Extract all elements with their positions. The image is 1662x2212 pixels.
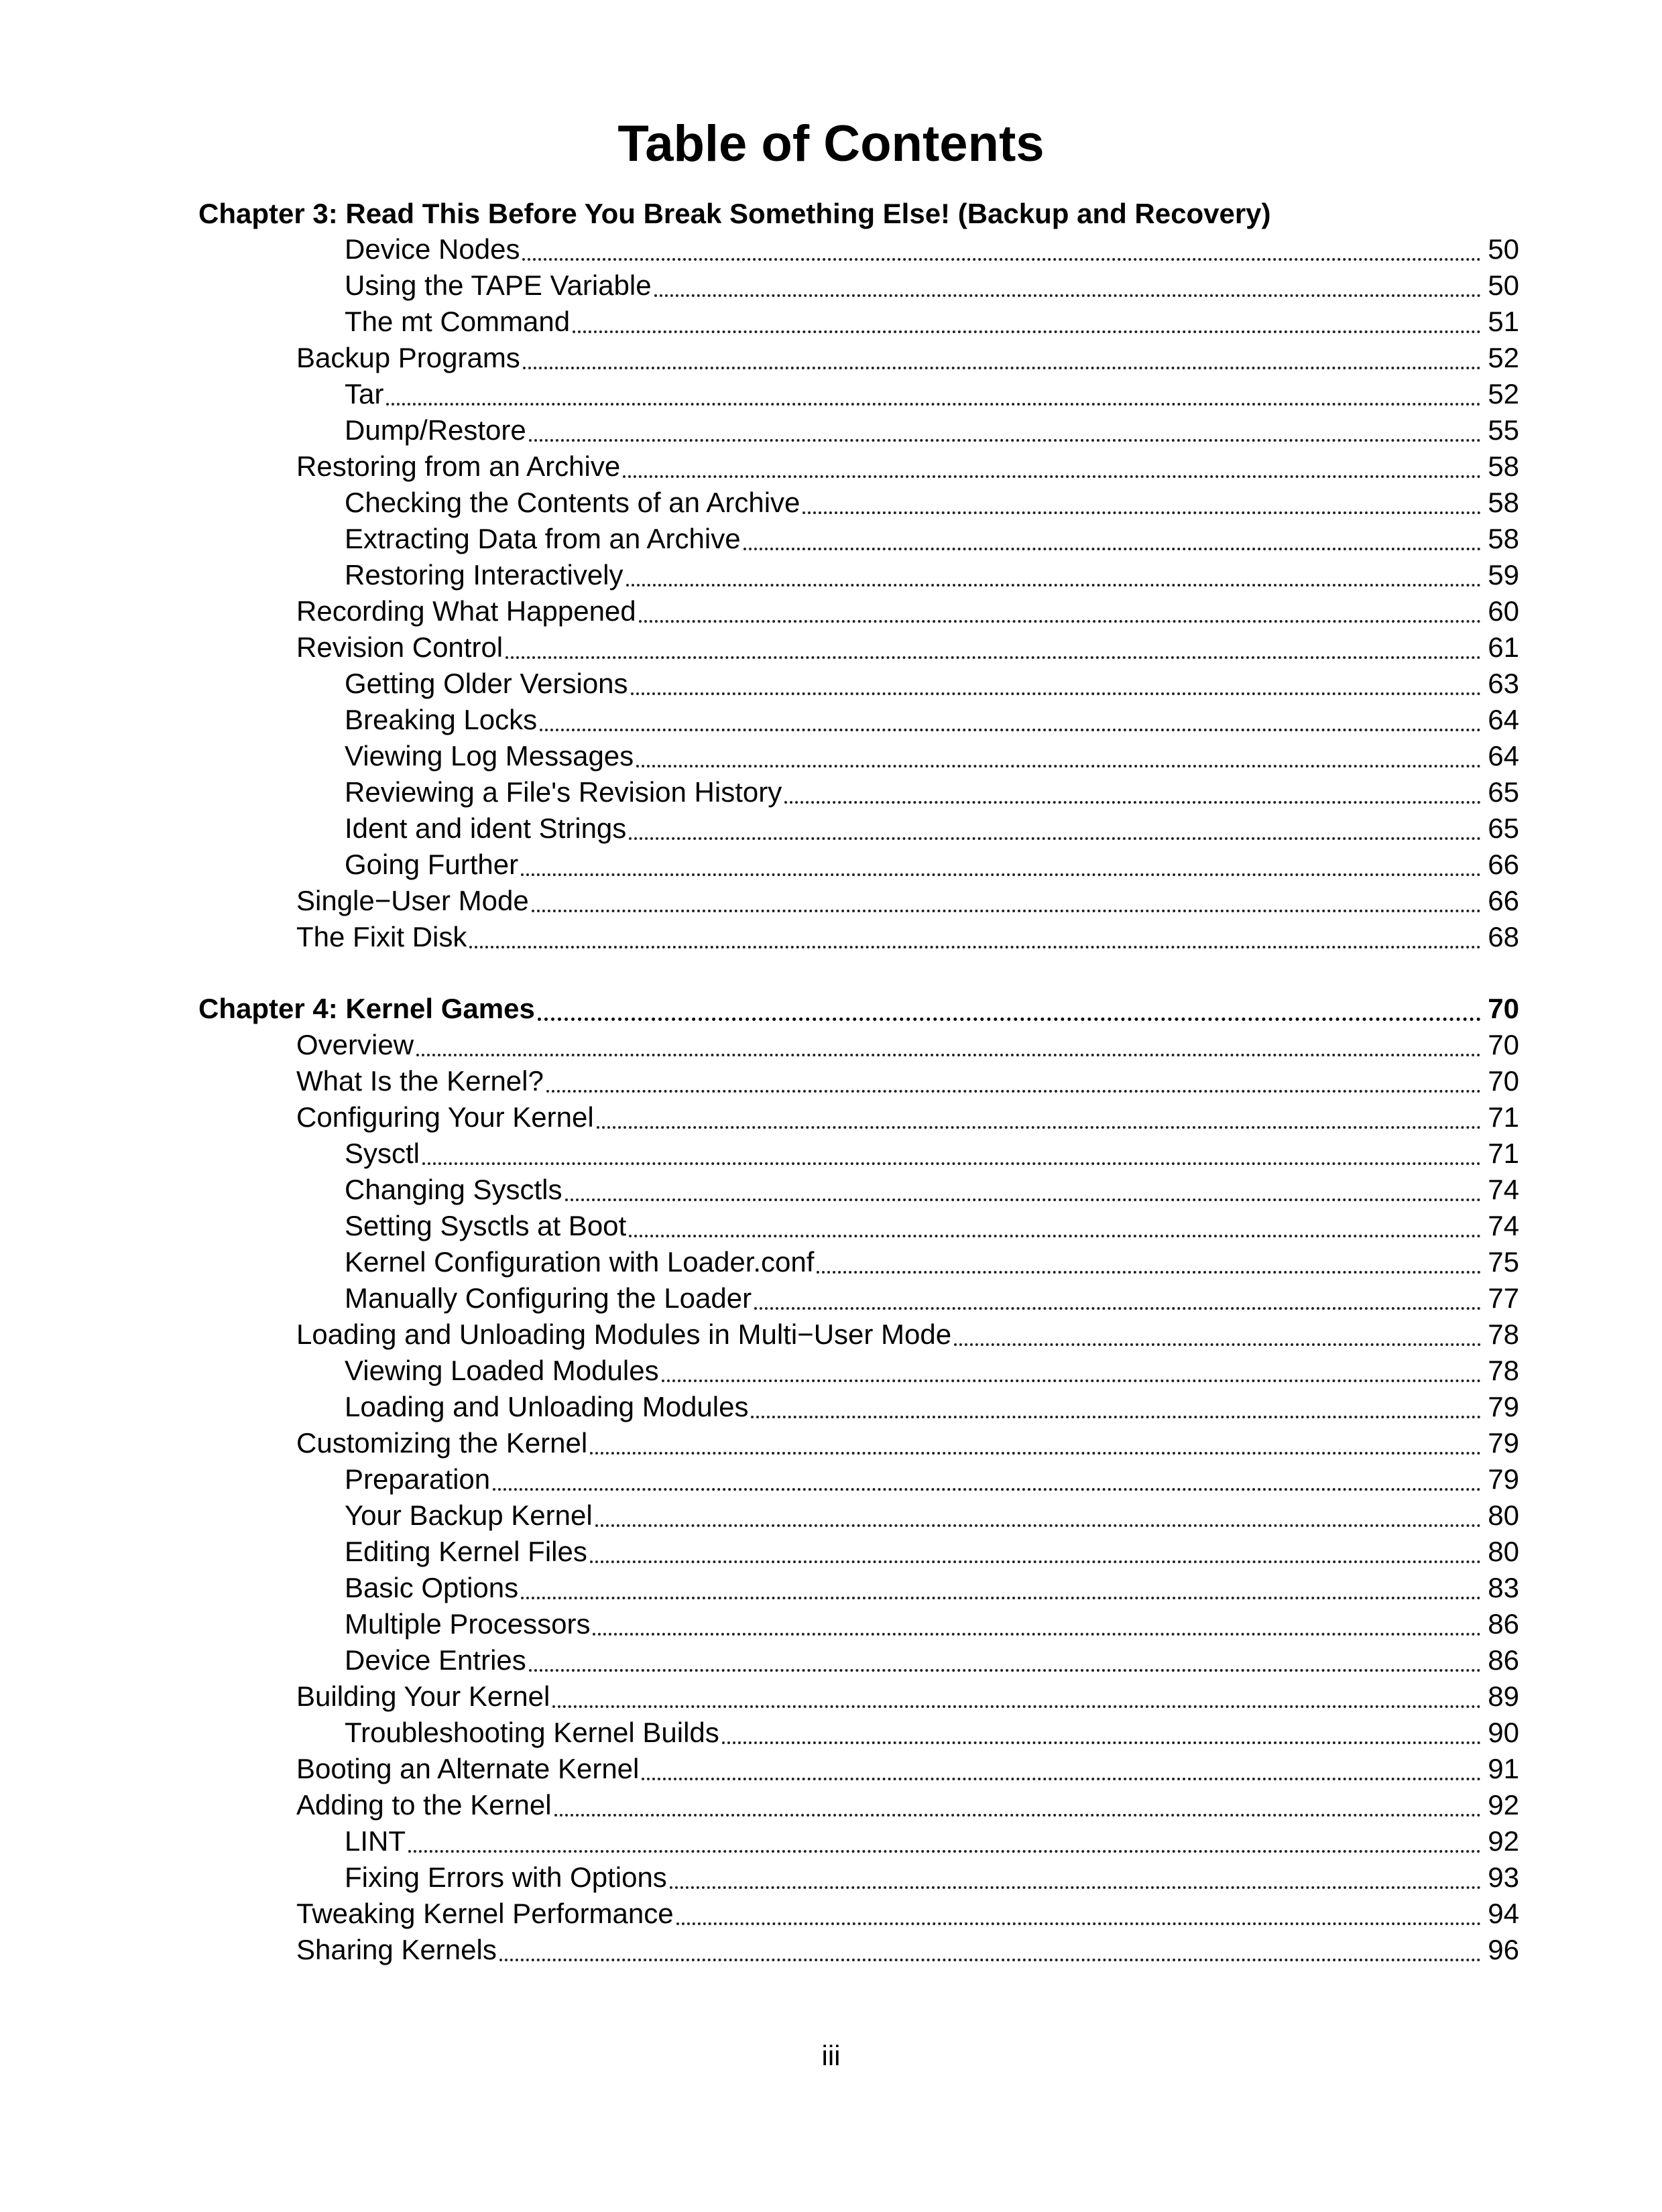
toc-entry-label: Breaking Locks <box>345 704 538 735</box>
chapter-3-heading: Chapter 3: Read This Before You Break Something Else! (Backup and Recovery) <box>198 198 1271 229</box>
toc-entry-label: Checking the Contents of an Archive <box>345 487 800 518</box>
toc-entry[interactable] <box>0 1135 1662 1172</box>
toc-entry-label: Troubleshooting Kernel Builds <box>345 1717 719 1748</box>
toc-entry[interactable] <box>0 1461 1662 1497</box>
toc-entry-label: Multiple Processors <box>345 1608 591 1640</box>
dot-leader <box>590 1534 1481 1570</box>
toc-entry[interactable] <box>0 557 1662 593</box>
toc-entry-page: 68 <box>1488 921 1519 953</box>
toc-entry-label: Adding to the Kernel <box>296 1789 552 1821</box>
toc-entry-page: 80 <box>1488 1499 1519 1531</box>
toc-entry[interactable] <box>0 1353 1662 1389</box>
toc-entry-label: Device Entries <box>345 1644 526 1676</box>
toc-entry-page: 90 <box>1488 1717 1519 1748</box>
toc-entry-page: 86 <box>1488 1644 1519 1676</box>
toc-entry[interactable] <box>0 774 1662 810</box>
dot-leader <box>422 1135 1481 1172</box>
toc-entry-page: 52 <box>1488 342 1519 373</box>
dot-leader <box>416 1027 1481 1063</box>
toc-entry-page: 65 <box>1488 776 1519 808</box>
toc-entry[interactable] <box>0 1823 1662 1859</box>
toc-entry-page: 50 <box>1488 269 1519 301</box>
toc-entry-label: Recording What Happened <box>296 595 636 627</box>
dot-leader <box>722 1715 1481 1751</box>
dot-leader <box>469 919 1481 955</box>
toc-entry-page: 59 <box>1488 559 1519 591</box>
dot-leader <box>629 810 1481 847</box>
toc-entry-label: Dump/Restore <box>345 414 526 446</box>
toc-entry[interactable] <box>0 485 1662 521</box>
toc-entry-label: Device Nodes <box>345 233 520 265</box>
toc-entry[interactable] <box>0 1534 1662 1570</box>
toc-entry-label: Configuring Your Kernel <box>296 1101 594 1133</box>
toc-entry[interactable] <box>0 738 1662 774</box>
dot-leader <box>552 1678 1481 1715</box>
chapter-3-entries <box>0 231 1662 955</box>
dot-leader <box>817 1244 1481 1280</box>
dot-leader <box>529 412 1481 448</box>
toc-entry[interactable] <box>0 666 1662 702</box>
toc-entry-page: 89 <box>1488 1680 1519 1712</box>
toc-entry-page: 96 <box>1488 1934 1519 1965</box>
toc-entry-page: 71 <box>1488 1138 1519 1169</box>
toc-entry-label: Viewing Loaded Modules <box>345 1355 659 1386</box>
toc-entry[interactable] <box>0 1751 1662 1787</box>
toc-entry-page: 66 <box>1488 849 1519 880</box>
toc-entry-page: 70 <box>1488 993 1519 1024</box>
toc-entry-page: 93 <box>1488 1861 1519 1893</box>
toc-entry[interactable] <box>0 1099 1662 1135</box>
toc-chapter-entry[interactable] <box>0 991 1662 1027</box>
dot-leader <box>590 1425 1481 1461</box>
toc-entry-page: 64 <box>1488 704 1519 735</box>
toc-entry-label: Preparation <box>345 1463 491 1495</box>
toc-entry[interactable] <box>0 702 1662 738</box>
toc-entry-label: Restoring from an Archive <box>296 450 621 482</box>
toc-entry[interactable] <box>0 1606 1662 1642</box>
toc-entry-page: 79 <box>1488 1427 1519 1459</box>
toc-entry-page: 79 <box>1488 1391 1519 1422</box>
toc-entry[interactable] <box>0 1715 1662 1751</box>
toc-entry[interactable] <box>0 231 1662 267</box>
toc-entry-page: 58 <box>1488 523 1519 554</box>
toc-entry-page: 94 <box>1488 1898 1519 1929</box>
toc-entry-page: 63 <box>1488 668 1519 699</box>
dot-leader <box>639 593 1481 629</box>
toc-entry-label: What Is the Kernel? <box>296 1065 544 1097</box>
toc-entry-label: Reviewing a File's Revision History <box>345 776 782 808</box>
toc-entry-label: Getting Older Versions <box>345 668 628 699</box>
toc-entry-label: Editing Kernel Files <box>345 1536 587 1567</box>
toc-entry-label: Restoring Interactively <box>345 559 624 591</box>
toc-entry-page: 52 <box>1488 378 1519 410</box>
dot-leader <box>626 557 1481 593</box>
dot-leader <box>593 1606 1481 1642</box>
toc-entry-label: Basic Options <box>345 1572 519 1603</box>
dot-leader <box>597 1099 1481 1135</box>
toc-entry-label: Chapter 4: Kernel Games <box>198 993 535 1024</box>
toc-entry-page: 50 <box>1488 233 1519 265</box>
toc-entry-page: 66 <box>1488 885 1519 916</box>
toc-entry-page: 80 <box>1488 1536 1519 1567</box>
dot-leader <box>642 1751 1481 1787</box>
toc-entry[interactable] <box>0 919 1662 955</box>
toc-entry-label: Your Backup Kernel <box>345 1499 593 1531</box>
toc-entry[interactable] <box>0 1497 1662 1534</box>
toc-entry-page: 51 <box>1488 306 1519 337</box>
toc-entry[interactable] <box>0 521 1662 557</box>
dot-leader <box>506 629 1481 666</box>
toc-entry-label: Building Your Kernel <box>296 1680 550 1712</box>
dot-leader <box>573 304 1481 340</box>
toc-entry[interactable] <box>0 810 1662 847</box>
toc-entry-page: 86 <box>1488 1608 1519 1640</box>
dot-leader <box>499 1932 1481 1968</box>
toc-entry[interactable] <box>0 267 1662 304</box>
toc-entry-page: 60 <box>1488 595 1519 627</box>
toc-entry-page: 64 <box>1488 740 1519 772</box>
dot-leader <box>784 774 1481 810</box>
dot-leader <box>529 1642 1481 1678</box>
toc-entry[interactable] <box>0 1642 1662 1678</box>
toc-entry[interactable] <box>0 1244 1662 1280</box>
toc-entry[interactable] <box>0 1280 1662 1316</box>
toc-entry[interactable] <box>0 1787 1662 1823</box>
dot-leader <box>636 738 1481 774</box>
toc-entry[interactable] <box>0 1063 1662 1099</box>
dot-leader <box>386 376 1481 412</box>
dot-leader <box>554 1787 1481 1823</box>
dot-leader <box>754 1280 1481 1316</box>
toc-entry-page: 75 <box>1488 1246 1519 1278</box>
toc-entry[interactable] <box>0 1316 1662 1353</box>
toc-entry-label: Extracting Data from an Archive <box>345 523 741 554</box>
dot-leader <box>803 485 1481 521</box>
toc-entry[interactable] <box>0 1859 1662 1896</box>
toc-entry[interactable] <box>0 376 1662 412</box>
dot-leader <box>751 1389 1481 1425</box>
toc-entry-page: 79 <box>1488 1463 1519 1495</box>
toc-entry-label: Setting Sysctls at Boot <box>345 1210 627 1241</box>
toc-entry-label: Fixing Errors with Options <box>345 1861 667 1893</box>
toc-entry-label: Viewing Log Messages <box>345 740 634 772</box>
toc-entry[interactable] <box>0 1172 1662 1208</box>
dot-leader <box>670 1859 1481 1896</box>
toc-entry[interactable] <box>0 1027 1662 1063</box>
dot-leader <box>744 521 1481 557</box>
toc-entry[interactable] <box>0 1389 1662 1425</box>
dot-leader <box>538 991 1481 1027</box>
toc-entry-page: 74 <box>1488 1210 1519 1241</box>
toc-entry[interactable] <box>0 448 1662 485</box>
toc-entry[interactable] <box>0 340 1662 376</box>
toc-entry-page: 92 <box>1488 1825 1519 1857</box>
toc-entry[interactable] <box>0 1425 1662 1461</box>
toc-entry-label: Customizing the Kernel <box>296 1427 588 1459</box>
toc-entry-label: Booting an Alternate Kernel <box>296 1753 640 1784</box>
toc-entry-label: The mt Command <box>345 306 571 337</box>
dot-leader <box>565 1172 1481 1208</box>
toc-entry-page: 70 <box>1488 1029 1519 1060</box>
dot-leader <box>532 883 1481 919</box>
toc-entry-label: Sysctl <box>345 1138 420 1169</box>
toc-entry-label: Ident and ident Strings <box>345 812 627 844</box>
dot-leader <box>546 1063 1481 1099</box>
toc-entry-page: 78 <box>1488 1318 1519 1350</box>
toc-entry-label: The Fixit Disk <box>296 921 467 953</box>
dot-leader <box>629 1208 1481 1244</box>
toc-entry-page: 91 <box>1488 1753 1519 1784</box>
dot-leader <box>676 1896 1481 1932</box>
dot-leader <box>595 1497 1481 1534</box>
toc-entry-page: 65 <box>1488 812 1519 844</box>
dot-leader <box>623 448 1481 485</box>
toc-entry[interactable] <box>0 304 1662 340</box>
toc-entry[interactable] <box>0 1896 1662 1932</box>
dot-leader <box>654 267 1481 304</box>
toc-entry-page: 74 <box>1488 1174 1519 1205</box>
toc-entry-page: 70 <box>1488 1065 1519 1097</box>
toc-entry-label: Manually Configuring the Loader <box>345 1282 752 1314</box>
toc-entry-page: 58 <box>1488 450 1519 482</box>
toc-entry[interactable] <box>0 1570 1662 1606</box>
dot-leader <box>521 1570 1481 1606</box>
dot-leader <box>662 1353 1481 1389</box>
toc-entry[interactable] <box>0 1208 1662 1244</box>
toc-entry-label: Backup Programs <box>296 342 520 373</box>
chapter-4-entries <box>0 991 1662 1968</box>
toc-entry-page: 78 <box>1488 1355 1519 1386</box>
dot-leader <box>521 847 1481 883</box>
toc-entry-page: 77 <box>1488 1282 1519 1314</box>
toc-entry-label: Kernel Configuration with Loader.conf <box>345 1246 815 1278</box>
toc-entry-label: Tar <box>345 378 384 410</box>
toc-entry-page: 61 <box>1488 631 1519 663</box>
toc-entry-label: Loading and Unloading Modules <box>345 1391 749 1422</box>
toc-entry[interactable] <box>0 593 1662 629</box>
toc-entry-page: 55 <box>1488 414 1519 446</box>
toc-entry-page: 58 <box>1488 487 1519 518</box>
toc-entry-label: Single−User Mode <box>296 885 529 916</box>
dot-leader <box>954 1316 1481 1353</box>
toc-entry[interactable] <box>0 412 1662 448</box>
dot-leader <box>631 666 1481 702</box>
page-number: iii <box>821 2040 841 2071</box>
toc-entry[interactable] <box>0 1932 1662 1968</box>
toc-entry-label: Loading and Unloading Modules in Multi−User Mode <box>296 1318 952 1350</box>
toc-entry[interactable] <box>0 629 1662 666</box>
toc-entry-page: 92 <box>1488 1789 1519 1821</box>
toc-entry-label: LINT <box>345 1825 406 1857</box>
toc-entry[interactable] <box>0 883 1662 919</box>
toc-entry-label: Tweaking Kernel Performance <box>296 1898 674 1929</box>
toc-entry-label: Overview <box>296 1029 414 1060</box>
toc-entry[interactable] <box>0 847 1662 883</box>
toc-entry-label: Going Further <box>345 849 519 880</box>
toc-entry-page: 71 <box>1488 1101 1519 1133</box>
toc-entry-label: Using the TAPE Variable <box>345 269 652 301</box>
dot-leader <box>493 1461 1481 1497</box>
dot-leader <box>540 702 1481 738</box>
dot-leader <box>523 340 1481 376</box>
toc-entry-label: Sharing Kernels <box>296 1934 497 1965</box>
toc-entry[interactable] <box>0 1678 1662 1715</box>
dot-leader <box>408 1823 1481 1859</box>
toc-entry-label: Revision Control <box>296 631 503 663</box>
toc-entry-page: 83 <box>1488 1572 1519 1603</box>
toc-entry-label: Changing Sysctls <box>345 1174 562 1205</box>
dot-leader <box>522 231 1481 267</box>
page-title: Table of Contents <box>617 115 1045 172</box>
